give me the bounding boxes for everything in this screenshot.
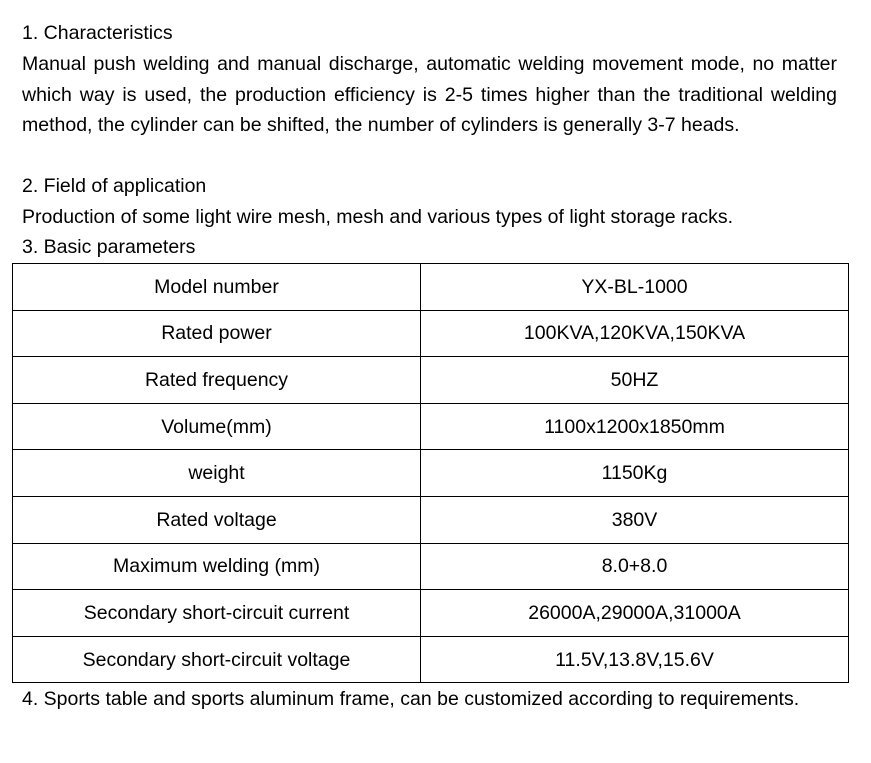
section-1-body: Manual push welding and manual discharge, automatic welding movement mode, no matter which way is used, the production efficiency is 2-5 times higher than the traditional welding method, the cylinder can be shifted, the number of cylinders is generally 3-7 heads.	[22, 53, 837, 137]
parameter-value: 1100x1200x1850mm	[421, 403, 849, 450]
parameter-label: Rated voltage	[13, 496, 421, 543]
parameter-label: weight	[13, 450, 421, 497]
parameter-value: YX-BL-1000	[421, 264, 849, 311]
table-row	[13, 264, 849, 311]
section-3-heading: 3. Basic parameters	[22, 236, 196, 258]
parameter-label: Volume(mm)	[13, 403, 421, 450]
parameter-value: 50HZ	[421, 357, 849, 404]
parameter-value: 8.0+8.0	[421, 543, 849, 590]
parameter-value: 26000A,29000A,31000A	[421, 590, 849, 637]
table-row	[13, 403, 849, 450]
table-row	[13, 450, 849, 497]
parameter-label: Maximum welding (mm)	[13, 543, 421, 590]
parameter-label: Secondary short-circuit voltage	[13, 636, 421, 683]
table-row	[13, 543, 849, 590]
parameter-value: 1150Kg	[421, 450, 849, 497]
parameter-label: Model number	[13, 264, 421, 311]
section-1-heading: 1. Characteristics	[22, 22, 173, 44]
table-row	[13, 357, 849, 404]
parameter-value: 11.5V,13.8V,15.6V	[421, 636, 849, 683]
parameter-label: Secondary short-circuit current	[13, 590, 421, 637]
parameter-value: 380V	[421, 496, 849, 543]
table-row	[13, 310, 849, 357]
section-2-body: Production of some light wire mesh, mesh and various types of light storage racks.	[22, 206, 733, 228]
parameter-label: Rated power	[13, 310, 421, 357]
parameter-label: Rated frequency	[13, 357, 421, 404]
table-row	[13, 590, 849, 637]
section-4-body: 4. Sports table and sports aluminum frame, can be customized according to requirements.	[22, 688, 800, 710]
table-row	[13, 636, 849, 683]
parameter-value: 100KVA,120KVA,150KVA	[421, 310, 849, 357]
section-2-heading: 2. Field of application	[22, 175, 207, 197]
table-row	[13, 496, 849, 543]
basic-parameters-table	[12, 263, 849, 683]
